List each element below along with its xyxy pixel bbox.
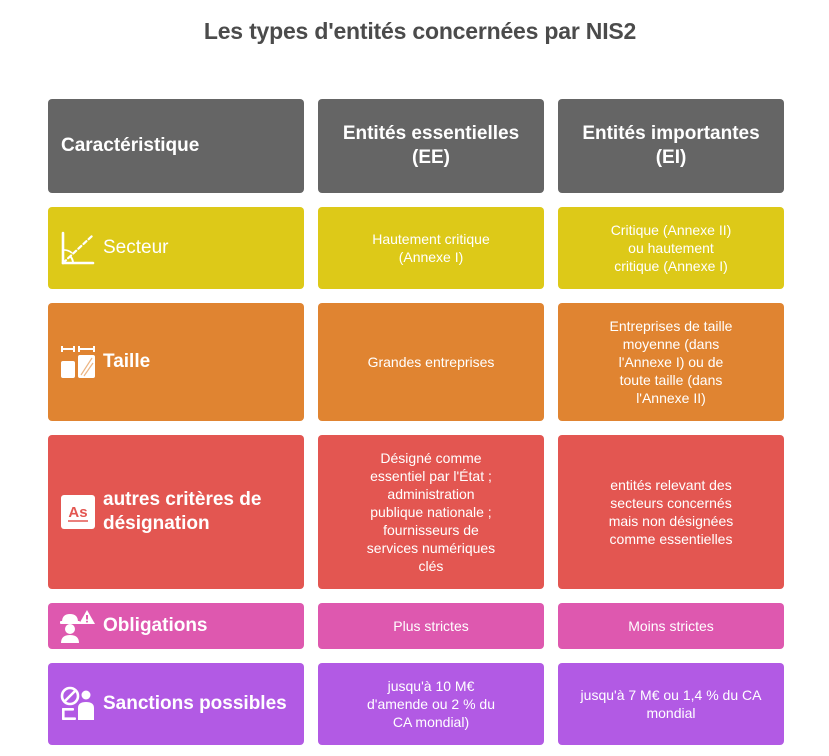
cell-obligations-ee	[318, 603, 544, 649]
row-label-text: désignation	[103, 513, 210, 534]
size-icon	[60, 344, 96, 380]
cell-taille-ee	[318, 303, 544, 421]
header-ee-line: Entités essentielles	[342, 123, 520, 144]
header-important-entities	[558, 99, 784, 193]
header-essential-entities	[318, 99, 544, 193]
cell-line: l'Annexe I) ou de	[618, 354, 724, 370]
cell-line: publique nationale ;	[370, 504, 492, 520]
header-characteristic-label: Caractéristique	[61, 135, 200, 156]
cell-line: entités relevant des	[610, 477, 732, 493]
designation-icon	[60, 494, 96, 530]
cell-sanctions-ei	[558, 663, 784, 745]
row-label-text: autres critères de	[103, 489, 262, 510]
svg-text:As: As	[68, 504, 88, 521]
row-label-secteur	[48, 207, 304, 289]
row-label-text: Secteur	[103, 237, 169, 258]
header-characteristic	[48, 99, 304, 193]
cell-secteur-ei	[558, 207, 784, 289]
cell-line: Plus strictes	[393, 618, 469, 634]
cell-line: jusqu'à 10 M€	[387, 678, 475, 694]
penalty-icon	[60, 686, 96, 722]
cell-line: clés	[418, 558, 444, 574]
cell-line: jusqu'à 7 M€ ou 1,4 % du CA	[580, 687, 762, 703]
cell-line: Hautement critique	[372, 231, 490, 247]
cell-designation-ee	[318, 435, 544, 589]
cell-line: secteurs concernés	[610, 495, 732, 511]
row-label-text: Taille	[103, 351, 151, 372]
cell-taille-ei	[558, 303, 784, 421]
header-ei-line: Entités importantes	[582, 123, 760, 144]
cell-designation-ei	[558, 435, 784, 589]
cell-line: (Annexe I)	[398, 249, 464, 265]
cell-line: l'Annexe II)	[636, 390, 706, 406]
cell-line: comme essentielles	[609, 531, 733, 547]
cell-line: administration	[387, 486, 475, 502]
cell-line: mondial	[646, 705, 696, 721]
cell-line: Désigné comme	[380, 450, 482, 466]
cell-line: d'amende ou 2 % du	[367, 696, 495, 712]
row-label-text: Sanctions possibles	[103, 693, 287, 714]
header-ee-line: (EE)	[412, 147, 450, 168]
row-label-obligations	[48, 603, 304, 649]
cell-line: Entreprises de taille	[609, 318, 733, 334]
cell-line: Critique (Annexe II)	[610, 222, 732, 238]
cell-line: ou hautement	[628, 240, 714, 256]
cell-obligations-ei	[558, 603, 784, 649]
cell-secteur-ee	[318, 207, 544, 289]
row-label-designation	[48, 435, 304, 589]
cell-line: mais non désignées	[608, 513, 734, 529]
angle-icon	[60, 230, 96, 266]
header-ei-line: (EI)	[655, 147, 687, 168]
diagram-title: Les types d'entités concernées par NIS2	[203, 18, 637, 44]
row-label-sanctions	[48, 663, 304, 745]
cell-line: Moins strictes	[628, 618, 714, 634]
row-label-text: Obligations	[103, 615, 208, 636]
row-label-taille	[48, 303, 304, 421]
cell-line: moyenne (dans	[622, 336, 720, 352]
cell-line: services numériques	[366, 540, 496, 556]
cell-line: critique (Annexe I)	[614, 258, 728, 274]
cell-line: fournisseurs de	[383, 522, 479, 538]
cell-line: Grandes entreprises	[367, 354, 495, 370]
cell-line: essentiel par l'État ;	[370, 468, 492, 484]
worker-warning-icon	[60, 608, 96, 644]
cell-sanctions-ee	[318, 663, 544, 745]
cell-line: toute taille (dans	[619, 372, 723, 388]
cell-line: CA mondial)	[392, 714, 470, 730]
